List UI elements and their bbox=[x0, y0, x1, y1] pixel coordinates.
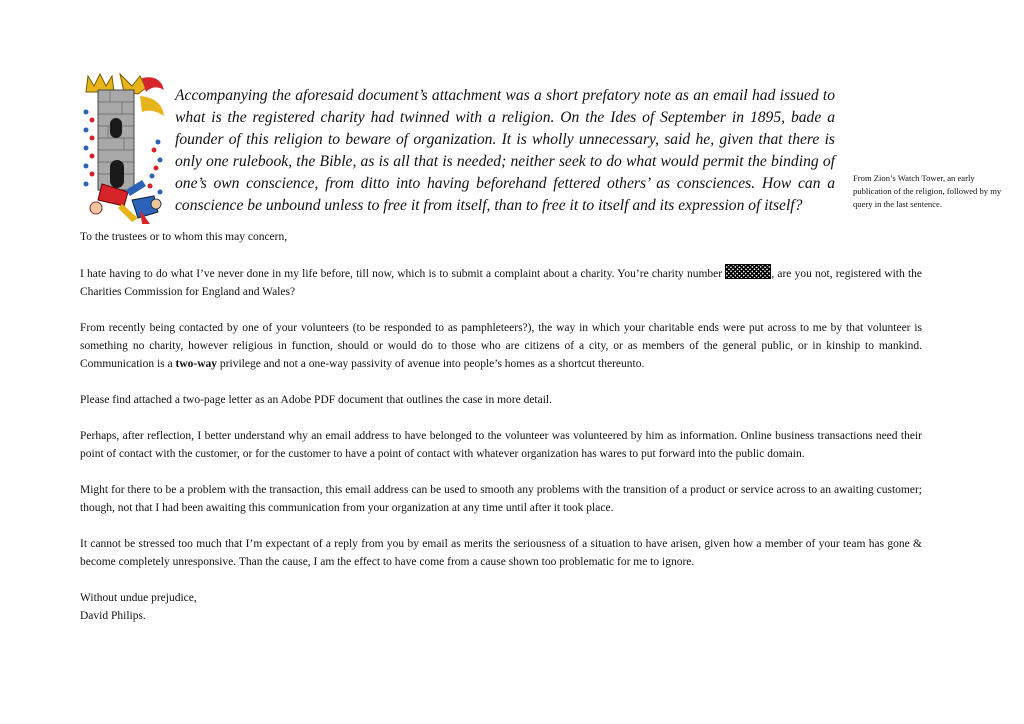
paragraph-complaint bbox=[80, 264, 922, 301]
paragraph-transaction: Might for there to be a problem with the transaction, this email address can be used to smooth any problems with the transition of a product or service across to an awaiting customer; though, not that I had been awaiting this communication from your organization at any time until after it took place. bbox=[80, 484, 922, 514]
paragraph-complaint-text-end: , are you not, registered with the Charities Commission for England and Wales? bbox=[80, 268, 922, 298]
prefatory-quote: Accompanying the aforesaid document’s attachment was a short prefatory note as an email had issued to what is the registered charity had twinned with a religion. On the Ides of September in 1895, bade a founder of this religion to beware of organization. It is wholly unnecessary, said he, given that there is only one rulebook, the Bible, as is all that is needed; neither seek to do what would permit the binding of one’s own conscience, from ditto into having beforehand fettered others’ as consciences. How can a conscience be unbound unless to free it from itself, than to free it to itself and its expression of itself? bbox=[175, 87, 835, 214]
quote-source-note: From Zion’s Watch Tower, an early publication of the religion, followed by my query in the last sentence. bbox=[853, 173, 1002, 209]
paragraph-volunteer-text-end: privilege and not a one-way passivity of avenue into people’s homes as a shortcut thereunto. bbox=[217, 358, 645, 370]
paragraph-complaint-text: I hate having to do what I’ve never done in my life before, till now, which is to submit a complaint about a charity. You’re charity number bbox=[80, 268, 726, 280]
signature: David Philips. bbox=[80, 610, 146, 622]
paragraph-attachment: Please find attached a two-page letter as an Adobe PDF document that outlines the case in more detail. bbox=[80, 394, 552, 406]
redacted-charity-number bbox=[725, 264, 771, 279]
salutation: To the trustees or to whom this may concern, bbox=[80, 231, 288, 243]
closing: Without undue prejudice, bbox=[80, 592, 197, 604]
emphasis-two-way: two-way bbox=[175, 358, 218, 370]
paragraph-volunteer-text: From recently being contacted by one of your volunteers (to be responded to as pamphleteers?), the way in which your charitable ends were put across to me by that volunteer is something no charity, however religious in function, should or would do to those who are citizens of a city, or as members of the general public, or in kinship to mankind. Communication is a bbox=[80, 322, 922, 370]
letter-body bbox=[80, 228, 922, 625]
paragraph-reply-request: It cannot be stressed too much that I’m expectant of a reply from you by email as merits the seriousness of a situation to have arisen, given how a member of your team has gone & become completely unresponsive. Than the cause, I am the effect to have come from a cause shown too problematic for me to ignore. bbox=[80, 538, 922, 568]
paragraph-volunteer bbox=[80, 319, 922, 373]
paragraph-reflection: Perhaps, after reflection, I better understand why an email address to have belonged to the volunteer was volunteered by him as information. Online business transactions need their point of contact with the customer, or for the customer to have a point of contact with whatever organization has wares to put forward into the public domain. bbox=[80, 430, 922, 460]
tower-jester-illustration-icon bbox=[80, 72, 166, 225]
